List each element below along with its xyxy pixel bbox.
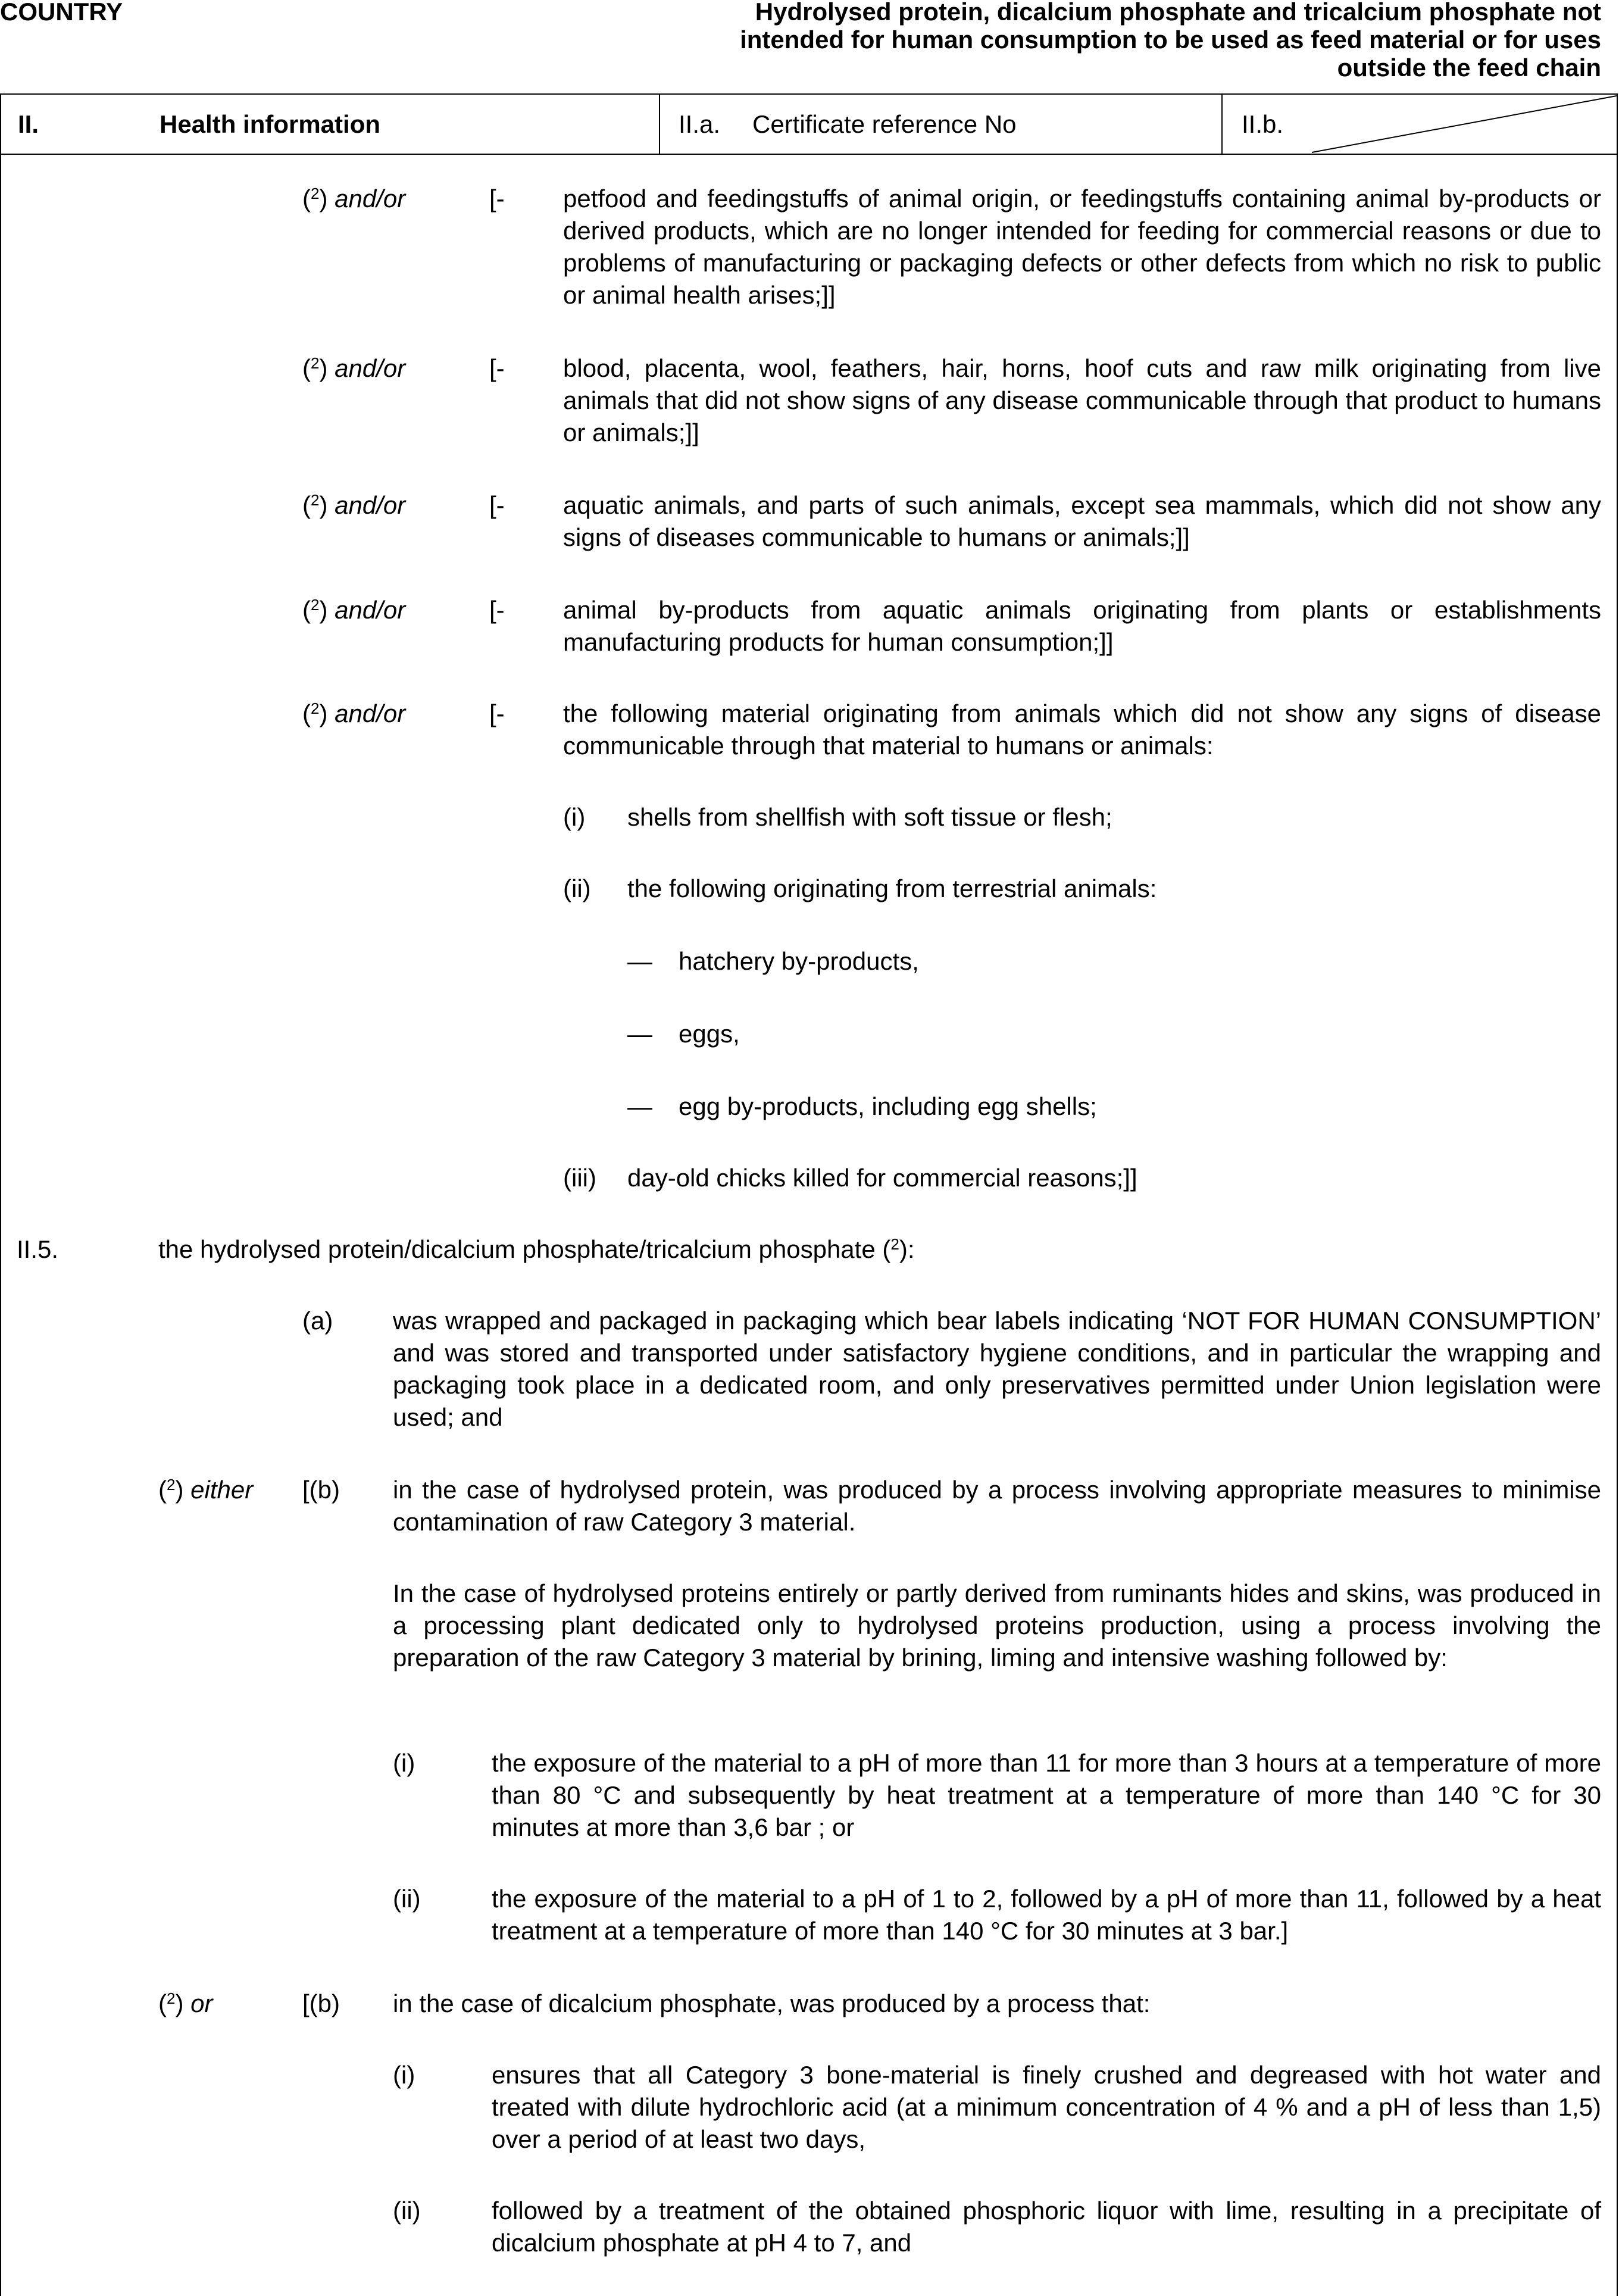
dash-item-text: hatchery by-products,: [679, 947, 919, 975]
clause-b2-text: in the case of dicalcium phosphate, was produced by a process that:: [393, 1989, 1151, 2017]
clause-b2-ii-number: (ii): [393, 2197, 421, 2225]
section-ii5-lead: the hydrolysed protein/dicalcium phosphate/tricalcium phosphate ($^2$):: [158, 1235, 915, 1263]
subitem-text: shells from shellfish with soft tissue or flesh;: [627, 803, 1112, 831]
clause-b2-i-text: ensures that all Category 3 bone-material is finely crushed and degreased with hot water and treated with dilute hydrochloric acid (at a minimum concentration of 4 % and a pH of less than 1,5) over a period of at least two days,: [492, 2061, 1601, 2153]
diagonal-line: [1223, 95, 1618, 154]
subitem-text: the following originating from terrestrial animals:: [627, 874, 1157, 902]
certificate-title: Hydrolysed protein, dicalcium phosphate and tricalcium phosphate not intended for human consumption to be used as feed material or for uses outside the feed chain: [740, 0, 1601, 82]
country-label: COUNTRY: [0, 0, 123, 26]
dash-bullet: —: [627, 1092, 652, 1120]
dash-item-text: eggs,: [679, 1020, 740, 1048]
item-connector: ($^2$) and/or: [302, 185, 406, 213]
item-connector: ($^2$) and/or: [302, 491, 406, 519]
section-title: Health information: [160, 110, 381, 138]
ref-label: II.a.: [679, 110, 721, 138]
item-bracket: [-: [489, 491, 505, 519]
item-text: animal by-products from aquatic animals originating from plants or establishments manufacturing products for human consumption;]]: [563, 596, 1601, 656]
clause-b2-label: [(b): [302, 1989, 340, 2017]
item-bracket: [-: [489, 354, 505, 382]
dash-bullet: —: [627, 1020, 652, 1048]
clause-a-text: was wrapped and packaged in packaging which bear labels indicating ‘NOT FOR HUMAN CONSUMPTION’ and was stored and transported under satisfactory hygiene conditions, and in particular the wrapping and packaging took place in a dedicated room, and only preservatives permitted under Union legislation were used; and: [393, 1307, 1601, 1431]
clause-b1-i-number: (i): [393, 1749, 415, 1777]
item-text: petfood and feedingstuffs of animal origin, or feedingstuffs containing animal by-products or derived products, which are no longer intended for feeding for commercial reasons or due to problems of manufacturing or packaging defects or other defects from which no risk to public or animal health arises;]]: [563, 185, 1601, 309]
dash-bullet: —: [627, 947, 652, 975]
clause-b2-i-number: (i): [393, 2061, 415, 2089]
item-connector: ($^2$) and/or: [302, 699, 406, 727]
clause-b2-ii-text: followed by a treatment of the obtained phosphoric liquor with lime, resulting in a precipitate of dicalcium phosphate at pH 4 to 7, and: [492, 2197, 1601, 2257]
ref-b-label: II.b.: [1242, 110, 1284, 138]
subitem-number: (ii): [563, 874, 591, 902]
clause-b1-ii-number: (ii): [393, 1885, 421, 1913]
subitem-text: day-old chicks killed for commercial reasons;]]: [627, 1164, 1137, 1192]
item-bracket: [-: [489, 185, 505, 213]
item-text: blood, placenta, wool, feathers, hair, horns, hoof cuts and raw milk originating from live animals that did not show signs of any disease communicable through that product to humans or animals;]]: [563, 354, 1602, 446]
column-divider: [659, 95, 660, 154]
item-text: the following material originating from animals which did not show any signs of disease communicable through that material to humans or animals:: [563, 699, 1601, 760]
item-bracket: [-: [489, 596, 505, 624]
clause-b1-paragraph: In the case of hydrolysed proteins entirely or partly derived from ruminants hides and skins, was produced in a processing plant dedicated only to hydrolysed proteins production, using a process involving the preparation of the raw Category 3 material by brining, liming and intensive washing followed by:: [393, 1579, 1601, 1672]
section-header-row: [0, 93, 1618, 155]
clause-b1-label: [(b): [302, 1476, 340, 1504]
ref-text: Certificate reference No: [752, 110, 1017, 138]
clause-b2-connector: ($^2$) or: [158, 1989, 213, 2017]
item-text: aquatic animals, and parts of such animals, except sea mammals, which did not show any signs of diseases communicable to humans or animals;]]: [563, 491, 1601, 551]
clause-b1-ii-text: the exposure of the material to a pH of 1 to 2, followed by a pH of more than 11, followed by a heat treatment at a temperature of more than 140 °C for 30 minutes at 3 bar.]: [492, 1885, 1601, 1945]
item-connector: ($^2$) and/or: [302, 596, 406, 624]
clause-b1-connector: ($^2$) either: [158, 1476, 254, 1504]
subitem-number: (i): [563, 803, 586, 831]
subitem-number: (iii): [563, 1164, 596, 1192]
dash-item-text: egg by-products, including egg shells;: [679, 1092, 1097, 1120]
clause-b1-text: in the case of hydrolysed protein, was produced by a process involving appropriate measures to minimise contamination of raw Category 3 material.: [393, 1476, 1601, 1536]
section-ii5-number: II.5.: [17, 1235, 59, 1263]
clause-a-label: (a): [302, 1307, 333, 1335]
clause-b1-i-text: the exposure of the material to a pH of more than 11 for more than 3 hours at a temperature of more than 80 °C and subsequently by heat treatment at a temperature of more than 140 °C for 30 minutes at more than 3,6 bar ; or: [492, 1749, 1601, 1841]
section-number: II.: [18, 110, 39, 138]
item-connector: ($^2$) and/or: [302, 354, 406, 382]
item-bracket: [-: [489, 699, 505, 727]
